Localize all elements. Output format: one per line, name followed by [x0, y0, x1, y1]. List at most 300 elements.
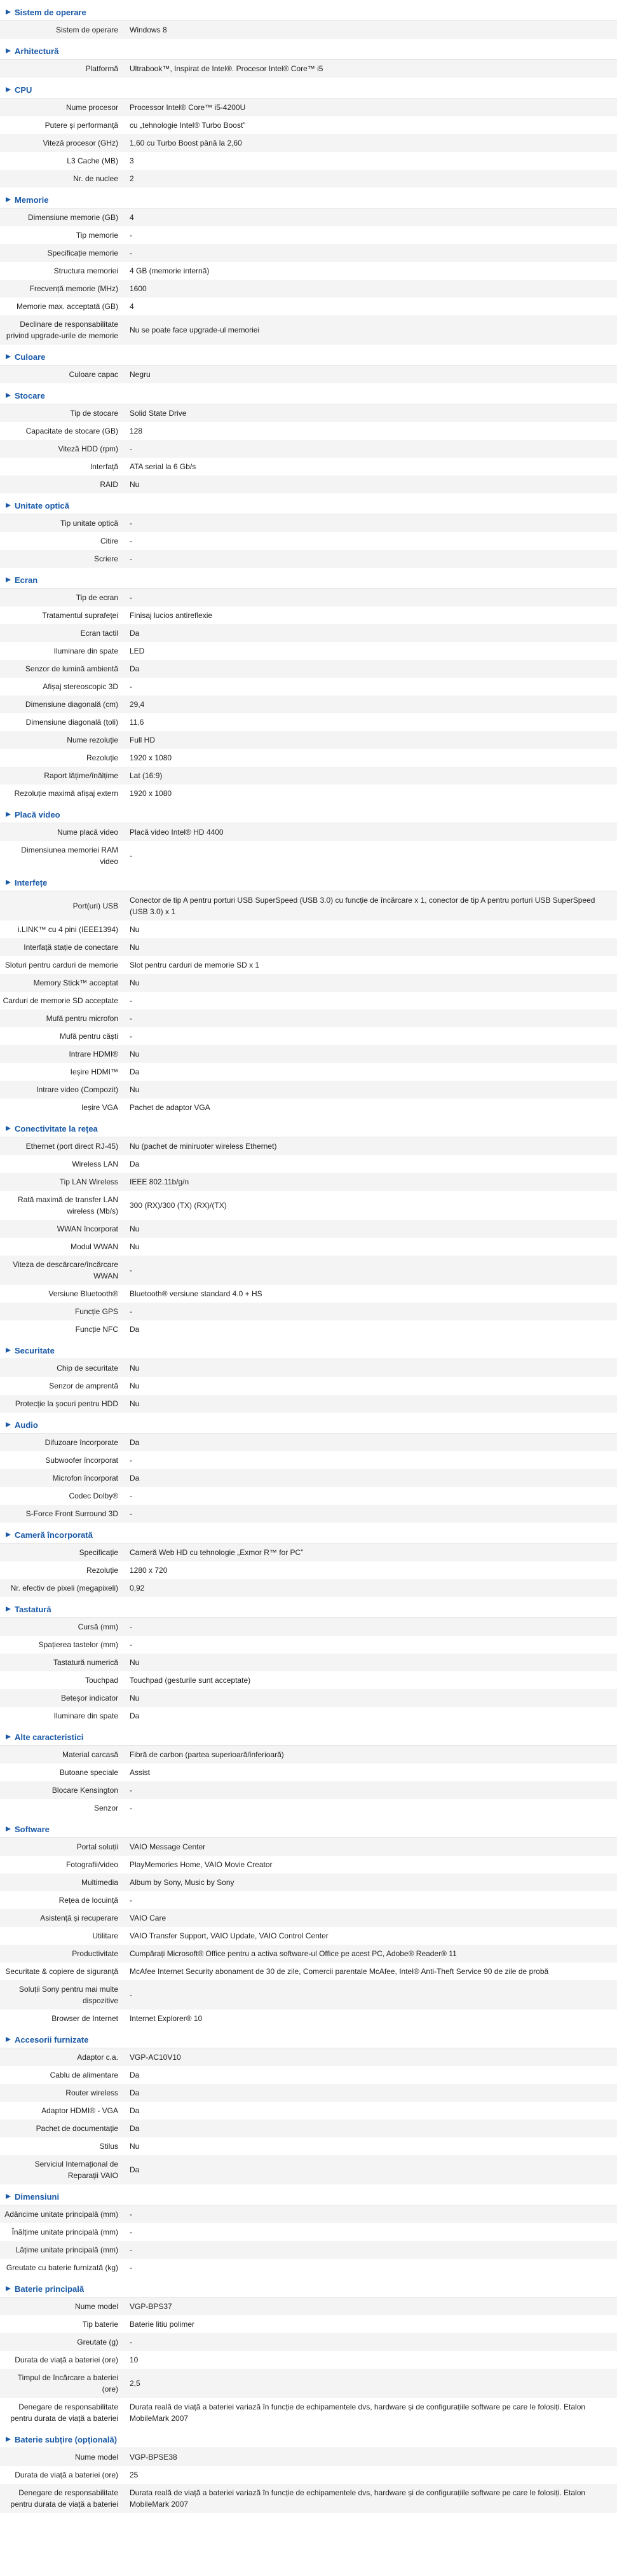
spec-value: Lat (16:9) — [130, 771, 163, 780]
spec-row — [0, 2066, 617, 2084]
spec-value: - — [130, 1990, 132, 1999]
spec-label: Dimensiune memorie (GB) — [27, 213, 118, 222]
spec-label: Specificație — [79, 1548, 118, 1557]
spec-table — [0, 208, 617, 345]
spec-label: Citire — [100, 537, 118, 545]
spec-value: Da — [130, 664, 140, 673]
spec-label: Greutate cu baterie furnizată (kg) — [6, 2263, 118, 2272]
spec-label: Spațierea tastelor (mm) — [38, 1640, 118, 1649]
section-header[interactable] — [0, 497, 617, 514]
spec-label: Viteza de descărcare/încărcare WWAN — [13, 1260, 118, 1280]
section-alte-caracteristici — [0, 1729, 617, 1817]
spec-label: Nume model — [74, 2453, 118, 2462]
caret-right-icon — [6, 880, 11, 885]
spec-value: - — [130, 231, 132, 240]
spec-value: Nu — [130, 978, 140, 987]
spec-row — [0, 170, 617, 188]
spec-table — [0, 588, 617, 802]
spec-row — [0, 550, 617, 568]
spec-value: - — [130, 249, 132, 257]
section-tastatura — [0, 1601, 617, 1725]
spec-label: Tip LAN Wireless — [59, 1177, 118, 1186]
section-culoare — [0, 348, 617, 383]
spec-row — [0, 1980, 617, 2010]
spec-table — [0, 2448, 617, 2513]
spec-label: Tip baterie — [82, 2320, 118, 2329]
spec-table — [0, 1543, 617, 1597]
spec-row — [0, 1891, 617, 1909]
spec-label: Rezoluție — [86, 1566, 118, 1575]
section-header[interactable] — [0, 2188, 617, 2205]
spec-row — [0, 262, 617, 280]
section-header[interactable] — [0, 4, 617, 20]
spec-row — [0, 1838, 617, 1856]
section-title: Securitate — [15, 1345, 55, 1355]
spec-row — [0, 1561, 617, 1579]
spec-row — [0, 2102, 617, 2120]
spec-label: Microfon încorporat — [52, 1474, 118, 1483]
spec-row — [0, 2448, 617, 2466]
spec-value: - — [130, 1491, 132, 1500]
section-header[interactable] — [0, 387, 617, 404]
spec-value: 29,4 — [130, 700, 145, 709]
spec-value: - — [130, 996, 132, 1005]
spec-value: 1920 x 1080 — [130, 789, 172, 798]
spec-row — [0, 209, 617, 226]
spec-value: - — [130, 1622, 132, 1631]
spec-label: Sistem de operare — [55, 25, 118, 34]
spec-row — [0, 974, 617, 992]
section-title: Conectivitate la rețea — [15, 1123, 98, 1134]
spec-value: VGP-BPSE38 — [130, 2453, 177, 2462]
spec-label: Afișaj stereoscopic 3D — [43, 682, 118, 691]
spec-row — [0, 476, 617, 493]
spec-row — [0, 1856, 617, 1874]
spec-value: Internet Explorer® 10 — [130, 2014, 203, 2023]
spec-label: Beteșor indicator — [60, 1694, 118, 1702]
section-camera-incorporata — [0, 1526, 617, 1597]
spec-table — [0, 823, 617, 870]
spec-value: VAIO Care — [130, 1914, 166, 1922]
spec-row — [0, 2369, 617, 2398]
spec-value: Full HD — [130, 736, 156, 744]
spec-label: Rată maximă de transfer LAN wireless (Mb/s) — [17, 1195, 118, 1216]
spec-label: Memory Stick™ acceptat — [33, 978, 118, 987]
spec-row — [0, 514, 617, 532]
spec-value: 1920 x 1080 — [130, 753, 172, 762]
spec-value: ATA serial la 6 Gb/s — [130, 462, 196, 471]
spec-value: - — [130, 444, 132, 453]
spec-label: Durata de viață a bateriei (ore) — [15, 2355, 118, 2364]
spec-value: VAIO Message Center — [130, 1842, 206, 1851]
spec-table — [0, 1137, 617, 1338]
spec-label: Cursă (mm) — [78, 1622, 118, 1631]
spec-row — [0, 749, 617, 767]
spec-label: Structura memoriei — [53, 266, 118, 275]
spec-row — [0, 2120, 617, 2137]
section-header[interactable] — [0, 1342, 617, 1359]
section-accesorii-furnizate — [0, 2031, 617, 2184]
section-title: Baterie principală — [15, 2284, 85, 2294]
spec-table — [0, 2205, 617, 2277]
spec-row — [0, 2259, 617, 2277]
spec-row — [0, 1220, 617, 1238]
spec-value: - — [130, 2210, 132, 2219]
spec-value: 10 — [130, 2355, 139, 2364]
spec-row — [0, 606, 617, 624]
spec-label: Mufă pentru microfon — [46, 1014, 118, 1023]
spec-table — [0, 98, 617, 188]
section-audio — [0, 1416, 617, 1523]
spec-row — [0, 1434, 617, 1451]
spec-row — [0, 1137, 617, 1155]
spec-row — [0, 60, 617, 78]
spec-value: Da — [130, 2088, 140, 2097]
section-header[interactable] — [0, 191, 617, 208]
spec-row — [0, 404, 617, 422]
spec-row — [0, 1927, 617, 1945]
spec-value: Durata reală de viață a bateriei variază în funcție de echipamentele dvs, hardware și de configurațiile software pe care le folosiți. Etalon MobileMark 2007 — [130, 2402, 586, 2423]
spec-value: 1,60 cu Turbo Boost până la 2,60 — [130, 139, 242, 147]
spec-row — [0, 1303, 617, 1320]
spec-row — [0, 366, 617, 383]
spec-value: 1600 — [130, 284, 147, 293]
spec-label: Greutate (g) — [77, 2338, 118, 2346]
spec-table — [0, 365, 617, 383]
spec-row — [0, 1081, 617, 1099]
spec-row — [0, 1320, 617, 1338]
spec-row — [0, 532, 617, 550]
section-title: Interfețe — [15, 877, 48, 887]
spec-row — [0, 134, 617, 152]
caret-right-icon — [6, 1126, 11, 1131]
spec-row — [0, 938, 617, 956]
spec-label: Utilitare — [92, 1931, 118, 1940]
spec-row — [0, 226, 617, 244]
spec-row — [0, 1285, 617, 1303]
section-header[interactable] — [0, 348, 617, 365]
section-conectivitate-la-retea — [0, 1120, 617, 1338]
spec-row — [0, 116, 617, 134]
section-title: Baterie subțire (opțională) — [15, 2434, 118, 2444]
spec-label: Asistență și recuperare — [40, 1914, 118, 1922]
spec-value: Da — [130, 2071, 140, 2079]
spec-row — [0, 2048, 617, 2066]
spec-row — [0, 956, 617, 974]
caret-right-icon — [6, 354, 11, 359]
section-baterie-subtire-optionala — [0, 2431, 617, 2513]
spec-label: Dimensiune diagonală (țoli) — [25, 718, 118, 727]
spec-label: Senzor — [93, 1804, 118, 1812]
spec-label: Intrare HDMI® — [69, 1050, 118, 1058]
spec-row — [0, 99, 617, 116]
spec-value: Nu se poate face upgrade-ul memoriei — [130, 325, 260, 334]
spec-row — [0, 1395, 617, 1413]
spec-row — [0, 1377, 617, 1395]
spec-value: - — [130, 519, 132, 528]
spec-label: Înălțime unitate principală (mm) — [11, 2228, 118, 2237]
spec-label: Culoare capac — [69, 370, 118, 379]
spec-value: LED — [130, 647, 145, 655]
spec-row — [0, 1155, 617, 1173]
section-placa-video — [0, 806, 617, 870]
spec-table — [0, 20, 617, 39]
spec-row — [0, 713, 617, 731]
spec-table — [0, 514, 617, 568]
spec-value: 2 — [130, 174, 134, 183]
spec-label: Productivitate — [72, 1949, 118, 1958]
spec-label: Tip unitate optică — [60, 519, 118, 528]
spec-label: Scriere — [93, 554, 118, 563]
spec-row — [0, 678, 617, 695]
spec-label: Memorie max. acceptată (GB) — [16, 302, 118, 311]
spec-value: Da — [130, 1711, 140, 1720]
spec-value: 0,92 — [130, 1584, 145, 1593]
section-header[interactable] — [0, 1416, 617, 1433]
spec-row — [0, 1799, 617, 1817]
spec-row — [0, 2315, 617, 2333]
spec-label: Nume rezoluție — [67, 736, 118, 744]
spec-label: Serviciul Internațional de Reparații VAIO — [34, 2160, 118, 2180]
spec-value: - — [130, 1786, 132, 1795]
spec-table — [0, 1359, 617, 1413]
spec-label: Tratamentul suprafeței — [42, 611, 118, 620]
spec-label: Chip de securitate — [57, 1364, 118, 1373]
caret-right-icon — [6, 2437, 11, 2442]
spec-label: Funcție GPS — [74, 1307, 118, 1316]
spec-label: Viteză procesor (GHz) — [43, 139, 118, 147]
spec-label: Funcție NFC — [75, 1325, 118, 1334]
spec-value: 4 — [130, 302, 134, 311]
section-software — [0, 1821, 617, 2027]
spec-value: VGP-BPS37 — [130, 2302, 172, 2311]
section-header[interactable] — [0, 1601, 617, 1617]
spec-label: Browser de Internet — [51, 2014, 118, 2023]
spec-label: Codec Dolby® — [69, 1491, 118, 1500]
spec-label: Iluminare din spate — [53, 1711, 118, 1720]
caret-right-icon — [6, 2194, 11, 2199]
spec-value: Nu — [130, 480, 140, 489]
spec-value: - — [130, 851, 132, 860]
spec-row — [0, 2484, 617, 2513]
spec-label: Durata de viață a bateriei (ore) — [15, 2470, 118, 2479]
section-title: CPU — [15, 85, 32, 95]
caret-right-icon — [6, 1532, 11, 1537]
spec-label: Capacitate de stocare (GB) — [25, 427, 118, 435]
spec-row — [0, 2398, 617, 2427]
section-header[interactable] — [0, 1821, 617, 1837]
section-title: Audio — [15, 1420, 38, 1430]
spec-value: Cumpărați Microsoft® Office pentru a activa software-ul Office pe acest PC, Adobe® Reader® 11 — [130, 1949, 457, 1958]
spec-label: Ecran tactil — [80, 629, 118, 638]
spec-value: Nu — [130, 1224, 140, 1233]
spec-value: VGP-AC10V10 — [130, 2053, 181, 2062]
spec-label: Multimedia — [81, 1878, 118, 1887]
spec-label: Sloturi pentru carduri de memorie — [4, 961, 118, 969]
spec-label: Fotografii/video — [65, 1860, 118, 1869]
caret-right-icon — [6, 1826, 11, 1832]
spec-label: Senzor de amprentă — [49, 1381, 118, 1390]
spec-value: - — [130, 2263, 132, 2272]
spec-value: Nu — [130, 943, 140, 952]
section-header[interactable] — [0, 43, 617, 59]
spec-value: VAIO Transfer Support, VAIO Update, VAIO Control Center — [130, 1931, 329, 1940]
spec-value: IEEE 802.11b/g/n — [130, 1177, 189, 1186]
spec-value: - — [130, 537, 132, 545]
caret-right-icon — [6, 812, 11, 817]
spec-row — [0, 1618, 617, 1636]
spec-value: Ultrabook™, Inspirat de Intel®. Procesor Intel® Core™ i5 — [130, 64, 323, 73]
spec-value: - — [130, 2245, 132, 2254]
spec-value: - — [130, 554, 132, 563]
spec-value: Placă video Intel® HD 4400 — [130, 828, 224, 837]
spec-label: Iluminare din spate — [53, 647, 118, 655]
spec-value: - — [130, 1640, 132, 1649]
spec-row — [0, 1027, 617, 1045]
section-header[interactable] — [0, 1729, 617, 1745]
spec-row — [0, 589, 617, 606]
spec-label: Platformă — [85, 64, 118, 73]
spec-value: 3 — [130, 156, 134, 165]
spec-label: Securitate & copiere de siguranță — [5, 1967, 118, 1976]
spec-table — [0, 59, 617, 78]
spec-label: Frecvență memorie (MHz) — [29, 284, 118, 293]
spec-label: Soluții Sony pentru mai multe dispozitive — [18, 1985, 118, 2005]
spec-label: S-Force Front Surround 3D — [25, 1509, 118, 1518]
caret-right-icon — [6, 1422, 11, 1427]
spec-label: Subwoofer încorporat — [45, 1456, 118, 1465]
spec-label: Ieșire VGA — [81, 1103, 118, 1112]
spec-value: Finisaj lucios antireflexie — [130, 611, 213, 620]
spec-row — [0, 642, 617, 660]
spec-label: Nume procesor — [65, 103, 118, 112]
spec-row — [0, 2010, 617, 2027]
spec-label: RAID — [100, 480, 118, 489]
spec-row — [0, 2298, 617, 2315]
spec-row — [0, 298, 617, 315]
spec-value: Processor Intel® Core™ i5-4200U — [130, 103, 246, 112]
spec-label: Declinare de responsabilitate privind upgrade-urile de memorie — [6, 320, 118, 340]
spec-value: 25 — [130, 2470, 139, 2479]
spec-row — [0, 152, 617, 170]
spec-value: Nu — [130, 925, 140, 934]
spec-value: Touchpad (gesturile sunt acceptate) — [130, 1676, 251, 1685]
spec-value: Durata reală de viață a bateriei variază în funcție de echipamentele dvs, hardware și de configurațiile software pe care le folosiți. Etalon MobileMark 2007 — [130, 2488, 586, 2509]
section-header[interactable] — [0, 806, 617, 823]
section-header[interactable] — [0, 572, 617, 588]
spec-label: Touchpad — [85, 1676, 118, 1685]
spec-label: Tip de stocare — [70, 409, 118, 418]
spec-row — [0, 280, 617, 298]
spec-value: - — [130, 1896, 132, 1905]
spec-label: Ethernet (port direct RJ-45) — [25, 1142, 118, 1151]
spec-row — [0, 1010, 617, 1027]
section-title: Culoare — [15, 352, 46, 362]
spec-value: Cameră Web HD cu tehnologie „Exmor R™ for PC” — [130, 1548, 304, 1557]
spec-label: Tip de ecran — [76, 593, 118, 602]
spec-row — [0, 2241, 617, 2259]
spec-table — [0, 1433, 617, 1523]
spec-row — [0, 2223, 617, 2241]
section-title: Software — [15, 1824, 50, 1834]
spec-value: - — [130, 1509, 132, 1518]
spec-value: Album by Sony, Music by Sony — [130, 1878, 234, 1887]
section-header[interactable] — [0, 1120, 617, 1137]
caret-right-icon — [6, 2286, 11, 2291]
spec-row — [0, 731, 617, 749]
spec-label: Adaptor HDMI® - VGA — [41, 2106, 118, 2115]
spec-row — [0, 1654, 617, 1671]
spec-row — [0, 2205, 617, 2223]
spec-label: Carduri de memorie SD acceptate — [3, 996, 118, 1005]
spec-label: Denegare de responsabilitate pentru durata de viață a bateriei — [10, 2488, 118, 2509]
spec-row — [0, 1238, 617, 1256]
spec-row — [0, 841, 617, 870]
section-header[interactable] — [0, 874, 617, 891]
spec-label: Intrare video (Compozit) — [36, 1085, 118, 1094]
spec-label: Material carcasă — [62, 1750, 118, 1759]
spec-value: 4 GB (memorie internă) — [130, 266, 210, 275]
spec-label: Mufă pentru căști — [59, 1032, 118, 1041]
spec-label: Specificație memorie — [47, 249, 118, 257]
spec-row — [0, 660, 617, 678]
section-header[interactable] — [0, 2280, 617, 2297]
spec-label: Pachet de documentație — [36, 2124, 118, 2133]
spec-value: - — [130, 1804, 132, 1812]
section-header[interactable] — [0, 1526, 617, 1543]
spec-row — [0, 2137, 617, 2155]
section-title: Tastatură — [15, 1604, 51, 1614]
spec-row — [0, 1469, 617, 1487]
spec-label: Stilus — [99, 2142, 118, 2151]
spec-label: Adaptor c.a. — [77, 2053, 118, 2062]
spec-row — [0, 2333, 617, 2351]
spec-row — [0, 21, 617, 39]
spec-value: - — [130, 1456, 132, 1465]
section-header[interactable] — [0, 81, 617, 98]
spec-value: 128 — [130, 427, 143, 435]
section-title: Cameră încorporată — [15, 1530, 93, 1540]
spec-value: Da — [130, 1438, 140, 1447]
section-header[interactable] — [0, 2431, 617, 2448]
section-arhitectura — [0, 43, 617, 78]
caret-right-icon — [6, 577, 11, 582]
section-title: Stocare — [15, 390, 45, 401]
spec-label: Portal soluții — [76, 1842, 118, 1851]
caret-right-icon — [6, 1607, 11, 1612]
spec-value: 2,5 — [130, 2379, 140, 2388]
spec-row — [0, 244, 617, 262]
spec-table — [0, 2297, 617, 2427]
spec-value: - — [130, 1032, 132, 1041]
spec-label: Versiune Bluetooth® — [48, 1289, 118, 1298]
spec-value: Nu — [130, 1399, 140, 1408]
spec-label: Dimensiunea memoriei RAM video — [21, 846, 118, 866]
spec-value: Nu — [130, 2142, 140, 2151]
spec-label: Senzor de lumină ambientă — [25, 664, 118, 673]
spec-row — [0, 1063, 617, 1081]
spec-value: cu „tehnologie Intel® Turbo Boost” — [130, 121, 246, 130]
spec-value: Nu — [130, 1694, 140, 1702]
caret-right-icon — [6, 1734, 11, 1739]
caret-right-icon — [6, 10, 11, 15]
section-ecran — [0, 572, 617, 802]
spec-row — [0, 1781, 617, 1799]
spec-label: Timpul de încărcare a bateriei (ore) — [17, 2373, 118, 2394]
section-header[interactable] — [0, 2031, 617, 2048]
spec-row — [0, 624, 617, 642]
section-title: Placă video — [15, 809, 60, 819]
